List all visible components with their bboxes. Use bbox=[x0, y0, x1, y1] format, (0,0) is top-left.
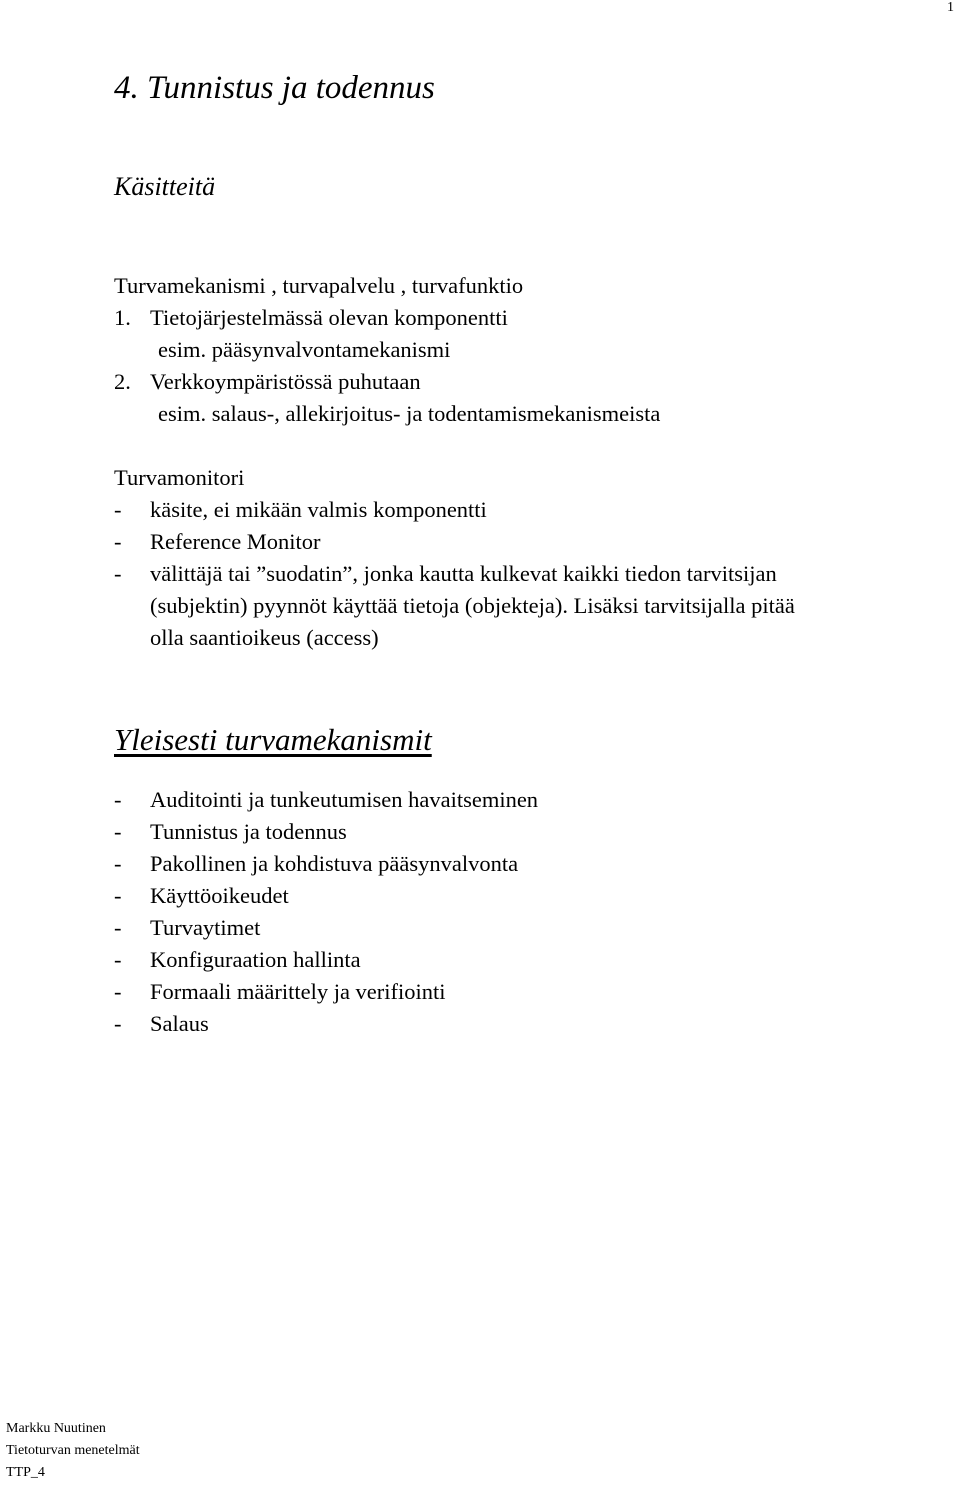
list-item-text: Salaus bbox=[150, 1011, 209, 1036]
dash: - bbox=[114, 979, 122, 1004]
dash: - bbox=[114, 883, 122, 908]
item-1-text: Tietojärjestelmässä olevan komponentti bbox=[150, 305, 508, 330]
item-2-text: Verkkoympäristössä puhutaan bbox=[150, 369, 421, 394]
dash: - bbox=[114, 561, 122, 586]
footer-course: Tietoturvan menetelmät bbox=[6, 1443, 140, 1458]
dash: - bbox=[114, 947, 122, 972]
list-item-text: Formaali määrittely ja verifiointi bbox=[150, 979, 446, 1004]
item-2-example: esim. salaus-, allekirjoitus- ja todentamismekanismeista bbox=[158, 401, 661, 426]
bullet-text: käsite, ei mikään valmis komponentti bbox=[150, 497, 487, 522]
turvamonitori-bullet-1 bbox=[114, 494, 487, 526]
turvamonitori-bullet-3-cont-1: (subjektin) pyynnöt käyttää tietoja (objekteja). Lisäksi tarvitsijalla pitää bbox=[150, 593, 795, 618]
list-item bbox=[114, 880, 289, 912]
list-item-text: Konfiguraation hallinta bbox=[150, 947, 361, 972]
footer-author: Markku Nuutinen bbox=[6, 1421, 106, 1436]
dash: - bbox=[114, 529, 122, 554]
dash: - bbox=[114, 1011, 122, 1036]
list-item-text: Auditointi ja tunkeutumisen havaitseminen bbox=[150, 787, 539, 812]
footer-code: TTP_4 bbox=[6, 1465, 45, 1480]
list-item bbox=[114, 1008, 209, 1040]
item-1-example: esim. pääsynvalvontamekanismi bbox=[158, 337, 451, 362]
turvamonitori-bullet-3 bbox=[114, 558, 777, 590]
dash: - bbox=[114, 787, 122, 812]
list-item-text: Tunnistus ja todennus bbox=[150, 819, 347, 844]
list-item bbox=[114, 784, 538, 816]
list-item bbox=[114, 976, 446, 1008]
item-2-number: 2. bbox=[114, 369, 131, 394]
turvamonitori-bullet-2 bbox=[114, 526, 321, 558]
section-title: Yleisesti turvamekanismit bbox=[114, 722, 432, 757]
bullet-text: välittäjä tai ”suodatin”, jonka kautta kulkevat kaikki tiedon tarvitsijan bbox=[150, 561, 777, 586]
list-item bbox=[114, 944, 361, 976]
turvamonitori-heading: Turvamonitori bbox=[114, 465, 245, 490]
turvamekanismi-heading: Turvamekanismi , turvapalvelu , turvafunktio bbox=[114, 273, 524, 298]
list-item bbox=[114, 848, 518, 880]
turvamekanismi-item-1 bbox=[114, 302, 508, 334]
subtitle-kasitteita: Käsitteitä bbox=[114, 172, 216, 201]
page-title: 4. Tunnistus ja todennus bbox=[114, 70, 435, 106]
dash: - bbox=[114, 497, 122, 522]
bullet-text: Reference Monitor bbox=[150, 529, 321, 554]
turvamekanismi-item-2 bbox=[114, 366, 421, 398]
list-item bbox=[114, 912, 260, 944]
dash: - bbox=[114, 851, 122, 876]
list-item-text: Turvaytimet bbox=[150, 915, 261, 940]
dash: - bbox=[114, 819, 122, 844]
dash: - bbox=[114, 915, 122, 940]
item-1-number: 1. bbox=[114, 305, 131, 330]
list-item bbox=[114, 816, 347, 848]
list-item-text: Pakollinen ja kohdistuva pääsynvalvonta bbox=[150, 851, 519, 876]
page-number: 1 bbox=[947, 0, 954, 15]
list-item-text: Käyttöoikeudet bbox=[150, 883, 289, 908]
turvamonitori-bullet-3-cont-2: olla saantioikeus (access) bbox=[150, 625, 379, 650]
